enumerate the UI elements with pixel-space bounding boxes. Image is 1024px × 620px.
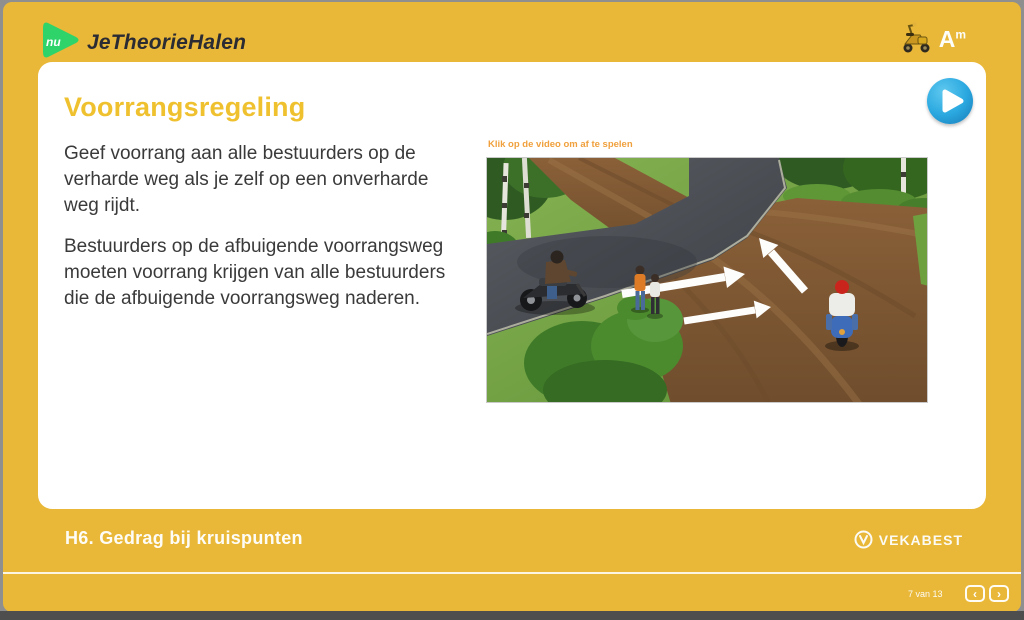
logo-nu-label: nu: [46, 35, 61, 49]
play-video-button[interactable]: [927, 78, 973, 124]
scooter-icon: [898, 20, 934, 59]
body-paragraph-1: Geef voorrang aan alle bestuurders op de verharde weg als je zelf op een onverharde weg rijdt.: [64, 143, 429, 216]
license-badge: [898, 20, 966, 59]
site-logo[interactable]: [39, 19, 246, 66]
logo-play-icon: [39, 19, 81, 66]
page-indicator: 7 van 13: [908, 589, 943, 599]
vekabest-logo: [854, 530, 963, 549]
chevron-right-icon: ›: [997, 586, 1001, 601]
page-title: Voorrangsregeling: [64, 92, 306, 122]
content-card: [38, 62, 986, 509]
body-paragraph-2: Bestuurders op de afbuigende voorrangsweg moeten voorrang krijgen van alle bestuurders die de afbuigende voorrangsweg naderen.: [64, 236, 446, 309]
window-bottom-edge: [0, 611, 1024, 620]
app-frame: [3, 2, 1021, 612]
footer-divider: [3, 572, 1021, 574]
prev-slide-button[interactable]: [965, 585, 985, 602]
chapter-title: H6. Gedrag bij kruispunten: [65, 528, 303, 548]
next-slide-button[interactable]: [989, 585, 1009, 602]
brand-name: JeTheorieHalen: [87, 30, 247, 54]
intersection-scene-image: [487, 158, 928, 403]
video-caption: Klik op de video om af te spelen: [488, 139, 633, 150]
vekabest-icon: [854, 530, 873, 549]
license-category-label: $A^m$: [938, 26, 966, 52]
play-icon: [927, 78, 973, 124]
chevron-left-icon: ‹: [973, 586, 977, 601]
publisher-name: VEKABEST: [878, 531, 963, 548]
video-scene[interactable]: [486, 157, 928, 403]
